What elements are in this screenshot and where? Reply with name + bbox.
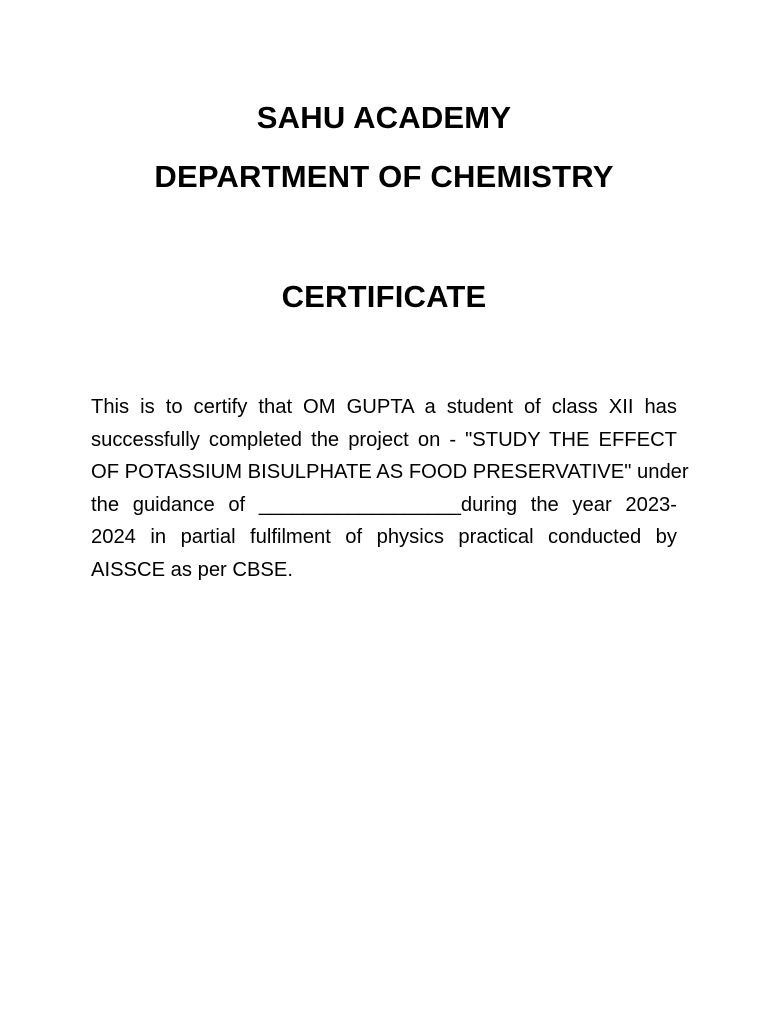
- school-name-heading: SAHU ACADEMY: [256, 100, 512, 135]
- department-heading: DEPARTMENT OF CHEMISTRY: [154, 159, 614, 194]
- certificate-title: CERTIFICATE: [281, 279, 487, 314]
- body-line-6: AISSCE as per CBSE.: [91, 558, 293, 581]
- body-line-5: 2024 in partial fulfilment of physics practical conducted by: [91, 526, 677, 549]
- certificate-body: [91, 391, 689, 587]
- body-line-1: This is to certify that OM GUPTA a student of class XII has: [91, 396, 677, 418]
- body-line-3: OF POTASSIUM BISULPHATE AS FOOD PRESERVATIVE" under: [91, 461, 689, 484]
- body-line-2: successfully completed the project on - "STUDY THE EFFECT: [91, 428, 677, 451]
- body-line-4: the guidance of __________________during the year 2023-: [91, 493, 677, 516]
